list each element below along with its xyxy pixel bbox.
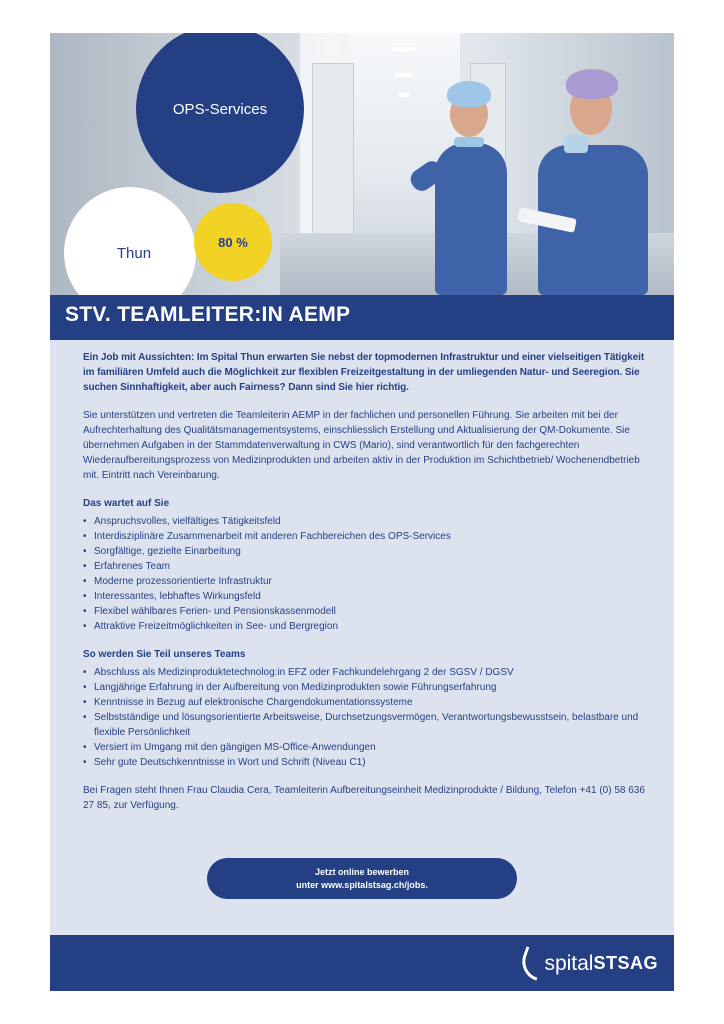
- hero-door: [312, 63, 354, 245]
- offer-list: [83, 514, 653, 634]
- logo-arc-icon: [517, 946, 547, 980]
- profile-list: [83, 665, 653, 770]
- list-item: • Sorgfältige, gezielte Einarbeitung: [83, 544, 653, 559]
- apply-line-1: Jetzt online bewerben: [314, 866, 410, 877]
- job-description: [83, 350, 653, 813]
- offer-heading: Das wartet auf Sie: [83, 498, 170, 509]
- contact-paragraph: Bei Fragen steht Ihnen Frau Claudia Cera, Teamleiterin Aufbereitungseinheit Medizinprodukte / Bildung, Telefon +41 (0) 58 636 27 85, zur Verfügung.: [83, 785, 645, 811]
- list-item: • Sehr gute Deutschkenntnisse in Wort und Schrift (Niveau C1): [83, 755, 653, 770]
- workload-circle: [194, 203, 272, 281]
- logo-text-stsag: STSAG: [593, 953, 658, 973]
- list-item: • Versiert im Umgang mit den gängigen MS-Office-Anwendungen: [83, 740, 653, 755]
- job-title: STV. TEAMLEITER:IN AEMP: [65, 303, 351, 326]
- footer-band: [50, 935, 674, 991]
- list-item: • Attraktive Freizeitmöglichkeiten in See- und Bergregion: [83, 619, 653, 634]
- list-item: • Kenntnisse in Bezug auf elektronische Chargendokumentationssysteme: [83, 695, 653, 710]
- description-paragraph: Sie unterstützen und vertreten die Teamleiterin AEMP in der fachlichen und personellen Führung. Sie arbeiten mit bei der Aufrechterhaltung des Qualitätsmanagementsystems, einschliesslich Erstellung und Aktualisierung der QM-Dokumente. Sie übernehmen Aufgaben in der Stammdatenverwaltung in CWS (Mario), sind verantwortlich für den fachgerechten Wiederaufbereitungsprozess von Medizinprodukten und arbeiten aktiv in der Produktion im Schichtbetrieb/ Wochenendbetrieb mit. Eintritt nach Vereinbarung.: [83, 410, 640, 481]
- location-label: Thun: [116, 244, 152, 262]
- job-ad-page: [50, 33, 674, 991]
- profile-heading: So werden Sie Teil unseres Teams: [83, 649, 246, 660]
- list-item: • Selbstständige und lösungsorientierte Arbeitsweise, Durchsetzungsvermögen, Verantwortungsbewusstsein, belastbare und flexible Persönlichkeit: [83, 710, 653, 740]
- surgeon-left: [410, 73, 530, 295]
- apply-line-2[interactable]: unter www.spitalstsag.ch/jobs.: [296, 879, 428, 890]
- list-item: • Langjährige Erfahrung in der Aufbereitung von Medizinprodukten sowie Führungserfahrung: [83, 680, 653, 695]
- list-item: • Abschluss als Medizinproduktetechnolog:in EFZ oder Fachkundelehrgang 2 der SGSV / DGSV: [83, 665, 653, 680]
- spitalstsag-logo: [521, 949, 658, 978]
- lead-paragraph: Ein Job mit Aussichten: Im Spital Thun erwarten Sie nebst der topmodernen Infrastruktur und einer vielseitigen Tätigkeit im familiären Umfeld auch die Möglichkeit zur flexiblen Freizeitgestaltung in der umliegenden Natur- und Seeregion. Sie suchen Sinnhaftigkeit, aber auch Fairness? Dann sind Sie hier richtig.: [83, 352, 645, 393]
- list-item: • Anspruchsvolles, vielfältiges Tätigkeitsfeld: [83, 514, 653, 529]
- hero-image: [50, 33, 674, 295]
- list-item: • Moderne prozessorientierte Infrastruktur: [83, 574, 653, 589]
- department-label: OPS-Services: [172, 100, 268, 118]
- title-band: [50, 295, 674, 340]
- workload-label: 80 %: [218, 234, 248, 250]
- surgeon-right: [520, 63, 670, 295]
- list-item: • Interessantes, lebhaftes Wirkungsfeld: [83, 589, 653, 604]
- ceiling-light: [390, 47, 416, 51]
- list-item: • Flexibel wählbares Ferien- und Pensionskassenmodell: [83, 604, 653, 619]
- apply-online-button[interactable]: [207, 858, 517, 899]
- list-item: • Interdisziplinäre Zusammenarbeit mit anderen Fachbereichen des OPS-Services: [83, 529, 653, 544]
- logo-text-spital: spital: [544, 951, 594, 975]
- ceiling-light: [398, 93, 410, 97]
- list-item: • Erfahrenes Team: [83, 559, 653, 574]
